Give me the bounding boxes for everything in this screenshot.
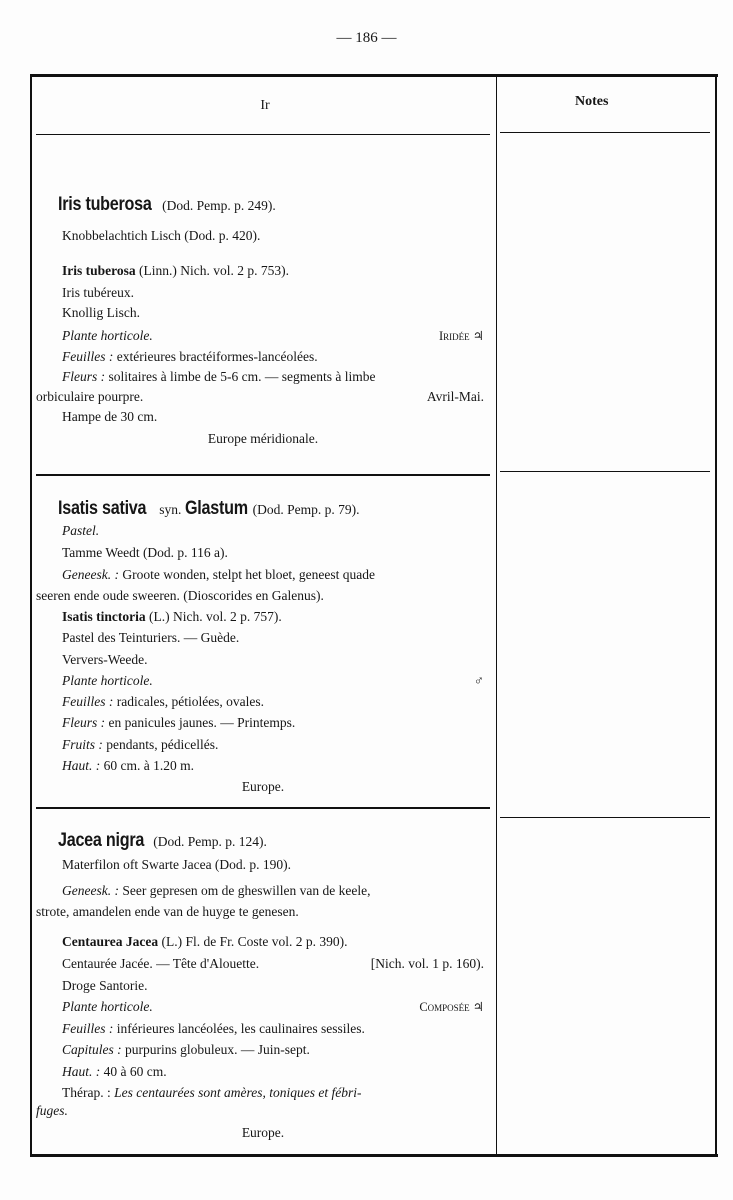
text-segment: Seer gepresen om de gheswillen van de keele, — [118, 883, 371, 898]
entry-divider — [36, 474, 490, 476]
entry-line — [62, 998, 153, 1016]
species-name: Isatis sativa — [58, 498, 147, 519]
region-label: Europe méridionale. — [207, 431, 319, 446]
table-bottom-rule — [30, 1154, 718, 1157]
entry-line — [62, 262, 289, 280]
text-segment: Hampe de 30 cm. — [62, 409, 158, 424]
field-label: Feuilles : — [62, 1021, 114, 1036]
field-label: Haut. : — [62, 758, 101, 773]
biennial-symbol: ♂ — [473, 673, 484, 688]
right-annotation: Iridée ♃ — [439, 329, 484, 343]
entry-line — [62, 408, 157, 426]
entry-title — [58, 832, 267, 851]
text-segment: Droge Santorie. — [62, 978, 148, 993]
text-segment: pendants, pédicellés. — [102, 737, 219, 752]
entry-line — [62, 608, 282, 626]
text-segment: (Dod. Pemp. p. 79). — [252, 502, 360, 517]
entry-line — [62, 1041, 310, 1059]
field-label: Pastel. — [62, 523, 100, 538]
field-label: Plante horticole. — [62, 328, 153, 343]
entry-divider — [36, 807, 490, 809]
text-segment: inférieures lancéolées, les caulinaires sessiles. — [113, 1021, 365, 1036]
field-label: fuges. — [36, 1103, 68, 1118]
notes-divider — [500, 471, 710, 472]
entry-line — [62, 227, 260, 245]
species-name: Glastum — [184, 498, 248, 519]
text-segment: Pastel des Teinturiers. — Guède. — [62, 630, 240, 645]
entry-line — [62, 933, 347, 951]
page-number: — 186 — — [336, 30, 397, 46]
entry-line — [62, 955, 259, 973]
text-segment: 60 cm. à 1.20 m. — [100, 758, 194, 773]
text-segment: Knobbelachtich Lisch (Dod. p. 420). — [62, 228, 261, 243]
species-name: Iris tuberosa — [58, 194, 152, 215]
entry-line — [62, 1020, 365, 1038]
right-annotation: Avril-Mai. — [426, 389, 484, 404]
entry-line — [62, 882, 371, 900]
right-annotation: [Nich. vol. 1 p. 160). — [370, 956, 484, 971]
text-segment: strote, amandelen ende van de huyge te genesen. — [36, 904, 299, 919]
entry-line — [36, 587, 324, 605]
field-label: Fleurs : — [62, 369, 106, 384]
entry-line — [62, 304, 140, 322]
entry-line — [62, 629, 239, 647]
entry-line — [62, 757, 194, 775]
entry-line — [36, 388, 143, 406]
entry-line — [36, 903, 299, 921]
text-segment: en panicules jaunes. — Printemps. — [105, 715, 296, 730]
entry-line — [36, 1102, 68, 1120]
field-label: Plante horticole. — [62, 673, 153, 688]
text-segment: (Dod. Pemp. p. 124). — [153, 834, 267, 849]
header-rule-right — [500, 132, 710, 133]
species-name: Jacea nigra — [58, 830, 145, 851]
field-label: Fleurs : — [62, 715, 106, 730]
field-label: Feuilles : — [62, 694, 114, 709]
text-segment: (L.) Fl. de Fr. Coste vol. 2 p. 390). — [158, 934, 348, 949]
header-rule-left — [36, 134, 490, 135]
entry-line — [62, 566, 375, 584]
text-segment: solitaires à limbe de 5-6 cm. — segments à limbe — [105, 369, 376, 384]
table-left-rule — [30, 77, 32, 1157]
entry-line — [62, 1063, 167, 1081]
entry-line — [62, 368, 375, 386]
entry-line — [62, 672, 153, 690]
field-label: Feuilles : — [62, 349, 114, 364]
scientific-name: Centaurea Jacea — [62, 934, 159, 949]
entry-line — [62, 693, 264, 711]
entry-title — [58, 196, 276, 215]
text-segment: Thérap. : — [62, 1085, 115, 1100]
text-segment: (Dod. Pemp. p. 249). — [162, 198, 276, 213]
entry-line — [62, 284, 134, 302]
table-top-rule — [30, 74, 718, 77]
text-segment: syn. — [155, 502, 185, 517]
entry-line — [62, 714, 295, 732]
region-label: Europe. — [241, 1125, 285, 1140]
scientific-name: Iris tuberosa — [62, 263, 136, 278]
scientific-name: Isatis tinctoria — [62, 609, 146, 624]
entry-line — [62, 544, 228, 562]
text-segment: (L.) Nich. vol. 2 p. 757). — [145, 609, 282, 624]
text-segment: Knollig Lisch. — [62, 305, 140, 320]
text-segment: Ververs-Weede. — [62, 652, 148, 667]
table-right-rule — [715, 77, 717, 1157]
entry-title — [58, 500, 360, 519]
entry-line — [62, 327, 153, 345]
entry-line — [62, 977, 147, 995]
text-segment: extérieures bractéiformes-lancéolées. — [113, 349, 318, 364]
entry-line — [62, 651, 148, 669]
region-label: Europe. — [241, 779, 285, 794]
entry-line — [62, 1084, 361, 1102]
text-segment: (Linn.) Nich. vol. 2 p. 753). — [135, 263, 289, 278]
text-segment: Materfilon oft Swarte Jacea (Dod. p. 190). — [62, 857, 292, 872]
entry-line — [62, 856, 291, 874]
text-segment: 40 à 60 cm. — [100, 1064, 167, 1079]
entry-line — [62, 522, 99, 540]
field-label: Plante horticole. — [62, 999, 153, 1014]
right-annotation: Composée ♃ — [419, 1000, 484, 1014]
entry-line — [62, 348, 318, 366]
text-segment: Tamme Weedt (Dod. p. 116 a). — [62, 545, 228, 560]
text-segment: Centaurée Jacée. — Tête d'Alouette. — [62, 956, 260, 971]
column-header-notes: Notes — [575, 94, 609, 109]
field-label: Geneesk. : — [62, 567, 119, 582]
field-label: Capitules : — [62, 1042, 122, 1057]
column-divider — [496, 77, 497, 1155]
field-label: Haut. : — [62, 1064, 101, 1079]
field-label: Les centaurées sont amères, toniques et fébri- — [114, 1085, 362, 1100]
text-segment: orbiculaire pourpre. — [36, 389, 144, 404]
column-header-left: Ir — [260, 98, 270, 113]
notes-divider — [500, 817, 710, 818]
field-label: Fruits : — [62, 737, 103, 752]
text-segment: seeren ende oude sweeren. (Dioscorides en Galenus). — [36, 588, 324, 603]
text-segment: Groote wonden, stelpt het bloet, geneest quade — [118, 567, 376, 582]
text-segment: radicales, pétiolées, ovales. — [113, 694, 265, 709]
text-segment: Iris tubéreux. — [62, 285, 134, 300]
field-label: Geneesk. : — [62, 883, 119, 898]
entry-line — [62, 736, 218, 754]
text-segment: purpurins globuleux. — Juin-sept. — [121, 1042, 310, 1057]
